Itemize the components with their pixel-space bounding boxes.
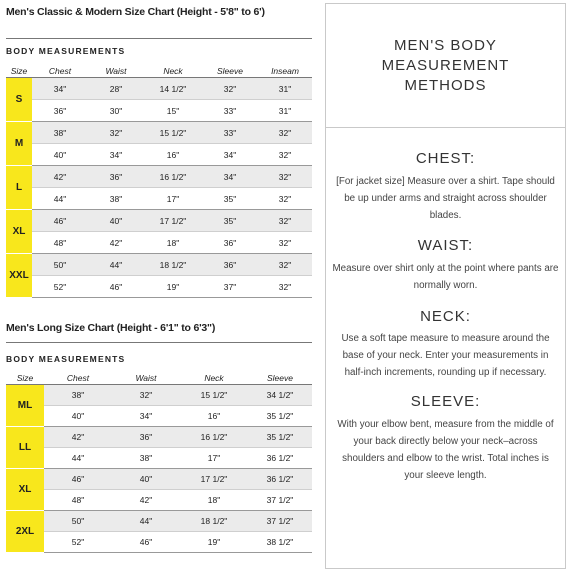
long-chart-title: Men's Long Size Chart (Height - 6'1" to 6'3") (6, 322, 216, 334)
table-row (6, 448, 312, 469)
column-header: Size (6, 64, 32, 78)
measurement-cell: 36" (112, 427, 180, 448)
table-row (6, 532, 312, 553)
measurement-cell: 36 1/2" (248, 469, 312, 490)
measurement-cell: 42" (112, 490, 180, 511)
measurement-cell: 34" (202, 166, 258, 188)
column-header: Chest (44, 371, 112, 385)
measurement-cell: 50" (44, 511, 112, 532)
measurement-cell: 36" (202, 232, 258, 254)
measurement-cell: 32" (258, 166, 312, 188)
waist-text: Measure over shirt only at the point where pants are normally worn. (332, 263, 559, 291)
size-label: XXL (6, 254, 32, 298)
measurement-cell: 35 1/2" (248, 406, 312, 427)
measurement-cell: 16" (180, 406, 248, 427)
measurement-cell: 34" (202, 144, 258, 166)
measurement-cell: 17 1/2" (144, 210, 202, 232)
table-row (6, 490, 312, 511)
measurement-cell: 34" (112, 406, 180, 427)
measurement-cell: 17" (180, 448, 248, 469)
measurement-cell: 44" (88, 254, 144, 276)
measurement-cell: 36" (32, 100, 88, 122)
column-header: Waist (88, 64, 144, 78)
measurement-cell: 48" (44, 490, 112, 511)
measurement-cell: 32" (258, 276, 312, 298)
classic-chart-title: Men's Classic & Modern Size Chart (Height - 5'8" to 6') (6, 6, 265, 18)
table-header-row (6, 371, 312, 385)
measurement-cell: 18" (180, 490, 248, 511)
measurement-cell: 50" (32, 254, 88, 276)
column-header: Sleeve (202, 64, 258, 78)
measurement-cell: 32" (258, 144, 312, 166)
measurement-cell: 42" (88, 232, 144, 254)
measurement-cell: 34" (88, 144, 144, 166)
table-row (6, 232, 312, 254)
measurement-cell: 42" (44, 427, 112, 448)
column-header: Size (6, 371, 44, 385)
size-label: XL (6, 210, 32, 254)
column-header: Neck (144, 64, 202, 78)
size-label: ML (6, 385, 44, 427)
measurement-cell: 38 1/2" (248, 532, 312, 553)
table-row (6, 469, 312, 490)
size-label: XL (6, 469, 44, 511)
measurement-cell: 15 1/2" (144, 122, 202, 144)
measurement-cell: 32" (202, 78, 258, 100)
chest-text: [For jacket size] Measure over a shirt. Tape should be up under arms and straight across shoulder blades. (336, 176, 555, 221)
measurement-cell: 28" (88, 78, 144, 100)
measurement-cell: 32" (88, 122, 144, 144)
sleeve-section (326, 393, 565, 484)
measurement-cell: 48" (32, 232, 88, 254)
measurement-cell: 38" (88, 188, 144, 210)
measurement-cell: 34 1/2" (248, 385, 312, 406)
classic-subtitle: BODY MEASUREMENTS (6, 46, 126, 56)
measurement-cell: 52" (44, 532, 112, 553)
measurement-cell: 40" (88, 210, 144, 232)
measurement-cell: 37" (202, 276, 258, 298)
long-title-rule (6, 342, 312, 343)
size-label: S (6, 78, 32, 122)
measurement-cell: 19" (144, 276, 202, 298)
measurement-cell: 32" (258, 232, 312, 254)
measurement-cell: 14 1/2" (144, 78, 202, 100)
measurement-cell: 16 1/2" (180, 427, 248, 448)
measurement-cell: 32" (258, 254, 312, 276)
methods-heading: MEN'S BODY MEASUREMENT METHODS (381, 36, 510, 94)
waist-title: WAIST: (417, 237, 474, 254)
measurement-cell: 34" (32, 78, 88, 100)
measurement-cell: 33" (202, 100, 258, 122)
measurement-cell: 46" (44, 469, 112, 490)
size-label: M (6, 122, 32, 166)
measurement-cell: 15" (144, 100, 202, 122)
measurement-cell: 35 1/2" (248, 427, 312, 448)
table-row (6, 427, 312, 448)
table-row (6, 166, 312, 188)
measurement-cell: 32" (258, 188, 312, 210)
measurement-cell: 36" (88, 166, 144, 188)
measurement-cell: 46" (32, 210, 88, 232)
measurement-cell: 46" (112, 532, 180, 553)
table-row (6, 511, 312, 532)
long-size-table (6, 371, 312, 553)
table-row (6, 100, 312, 122)
measurement-cell: 38" (44, 385, 112, 406)
size-label: 2XL (6, 511, 44, 553)
table-row (6, 122, 312, 144)
measurement-cell: 32" (258, 122, 312, 144)
measurement-cell: 17 1/2" (180, 469, 248, 490)
methods-heading-box (326, 4, 565, 128)
classic-title-rule (6, 38, 312, 39)
measurement-cell: 31" (258, 100, 312, 122)
table-row (6, 276, 312, 298)
table-row (6, 78, 312, 100)
measurement-cell: 17" (144, 188, 202, 210)
sleeve-text: With your elbow bent, measure from the middle of your back directly below your neck–across shoulders and elbow to the wrist. Total inches is your sleeve length. (337, 419, 554, 481)
measurement-cell: 38" (32, 122, 88, 144)
measurement-cell: 40" (44, 406, 112, 427)
measurement-cell: 18 1/2" (180, 511, 248, 532)
measurement-cell: 18" (144, 232, 202, 254)
column-header: Waist (112, 371, 180, 385)
sleeve-title: SLEEVE: (410, 393, 481, 410)
table-row (6, 210, 312, 232)
neck-title: NECK: (420, 308, 471, 325)
measurement-cell: 15 1/2" (180, 385, 248, 406)
table-row (6, 188, 312, 210)
neck-section (326, 308, 565, 381)
measurement-cell: 31" (258, 78, 312, 100)
measurement-cell: 37 1/2" (248, 490, 312, 511)
measurement-cell: 19" (180, 532, 248, 553)
column-header: Neck (180, 371, 248, 385)
measurement-cell: 16" (144, 144, 202, 166)
measurement-cell: 40" (112, 469, 180, 490)
measurement-cell: 38" (112, 448, 180, 469)
measurement-cell: 16 1/2" (144, 166, 202, 188)
table-row (6, 406, 312, 427)
size-label: LL (6, 427, 44, 469)
chest-section (326, 150, 565, 224)
table-row (6, 385, 312, 406)
measurement-cell: 52" (32, 276, 88, 298)
measurement-cell: 44" (44, 448, 112, 469)
measurement-cell: 37 1/2" (248, 511, 312, 532)
measurement-cell: 33" (202, 122, 258, 144)
column-header: Chest (32, 64, 88, 78)
measurement-cell: 36" (202, 254, 258, 276)
measurement-cell: 30" (88, 100, 144, 122)
column-header: Inseam (258, 64, 312, 78)
table-header-row (6, 64, 312, 78)
measurement-cell: 40" (32, 144, 88, 166)
neck-text: Use a soft tape measure to measure around the base of your neck. Enter your measurements in half-inch increments, rounding up if necessary. (341, 333, 550, 378)
measurement-methods-panel (325, 3, 566, 569)
measurement-cell: 35" (202, 188, 258, 210)
measurement-cell: 36 1/2" (248, 448, 312, 469)
measurement-cell: 32" (112, 385, 180, 406)
classic-size-table (6, 64, 312, 298)
measurement-cell: 46" (88, 276, 144, 298)
measurement-cell: 18 1/2" (144, 254, 202, 276)
measurement-cell: 44" (32, 188, 88, 210)
table-row (6, 254, 312, 276)
table-row (6, 144, 312, 166)
chest-title: CHEST: (415, 150, 476, 167)
long-subtitle: BODY MEASUREMENTS (6, 354, 126, 364)
measurement-cell: 32" (258, 210, 312, 232)
column-header: Sleeve (248, 371, 312, 385)
measurement-cell: 35" (202, 210, 258, 232)
measurement-cell: 42" (32, 166, 88, 188)
measurement-cell: 44" (112, 511, 180, 532)
size-label: L (6, 166, 32, 210)
waist-section (326, 237, 565, 294)
